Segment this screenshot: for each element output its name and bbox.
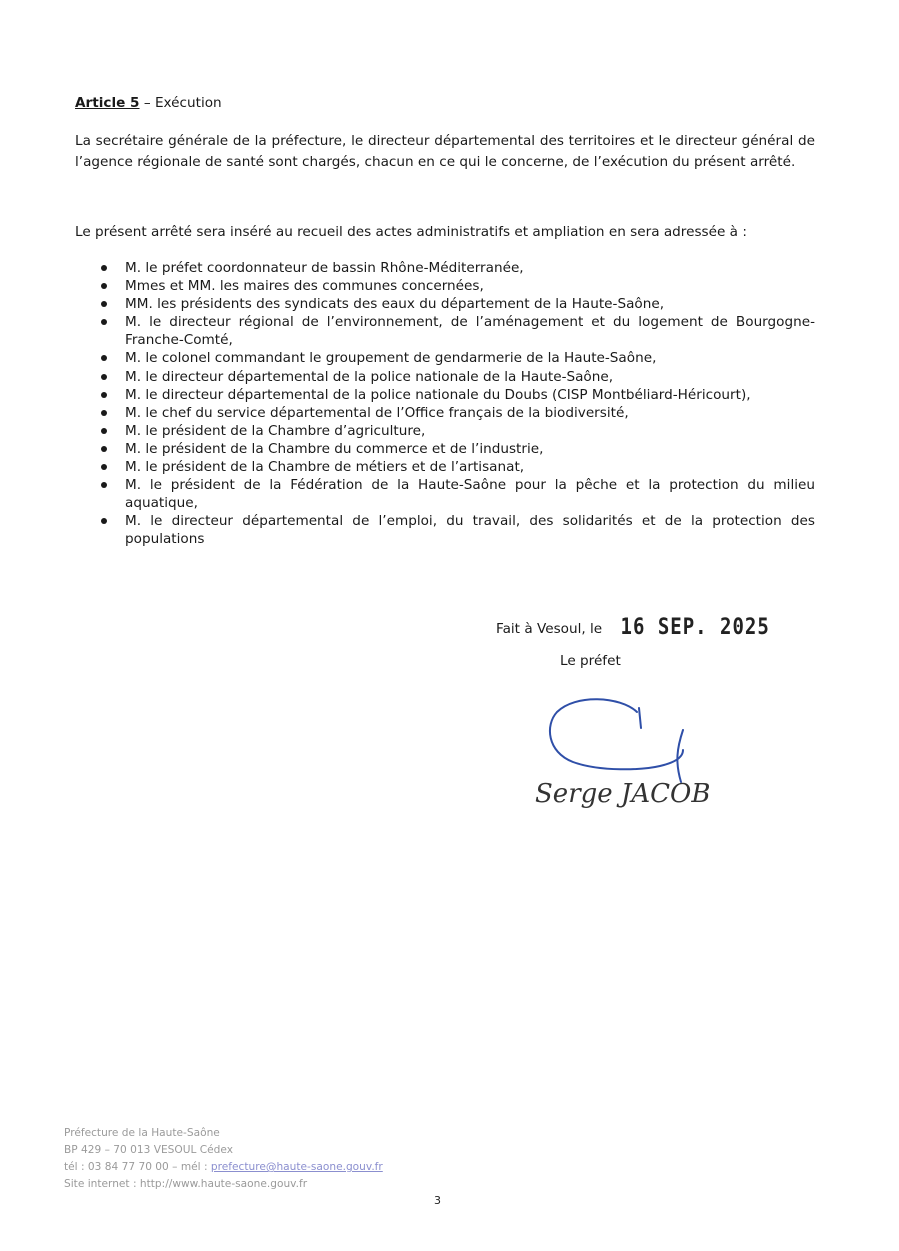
article-heading xyxy=(75,95,222,111)
bullet-icon xyxy=(101,265,107,271)
recipient-item xyxy=(75,440,815,458)
recipient-item xyxy=(75,349,815,367)
recipient-item xyxy=(75,295,815,313)
recipient-list xyxy=(75,259,815,549)
recipient-text: M. le directeur départemental de l’emploi, du travail, des solidarités et de la protection des populations xyxy=(125,513,815,548)
bullet-icon xyxy=(101,355,107,361)
footer-line-address: BP 429 – 70 013 VESOUL Cédex xyxy=(64,1144,233,1156)
bullet-icon xyxy=(101,301,107,307)
recipient-item xyxy=(75,422,815,440)
article-separator: – xyxy=(139,95,155,111)
bullet-icon xyxy=(101,319,107,325)
recipient-item xyxy=(75,512,815,548)
recipient-item xyxy=(75,277,815,295)
bullet-icon xyxy=(101,392,107,398)
recipient-item xyxy=(75,476,815,512)
recipient-text: M. le président de la Chambre de métiers et de l’artisanat, xyxy=(125,459,525,476)
footer-line-prefecture: Préfecture de la Haute-Saône xyxy=(64,1127,220,1139)
bullet-icon xyxy=(101,428,107,434)
page-number: 3 xyxy=(434,1194,441,1207)
recipient-text: M. le directeur départemental de la police nationale du Doubs (CISP Montbéliard-Héricourt), xyxy=(125,386,751,403)
bullet-icon xyxy=(101,446,107,452)
signature-name: Serge JACOB xyxy=(535,779,711,809)
recipient-text: M. le préfet coordonnateur de bassin Rhône-Méditerranée, xyxy=(125,260,524,276)
article-title: Exécution xyxy=(154,95,222,111)
publication-paragraph: Le présent arrêté sera inséré au recueil des actes administratifs et ampliation en sera adressée à : xyxy=(75,224,747,240)
recipient-text: M. le président de la Fédération de la Haute-Saône pour la pêche et la protection du milieu aquatique, xyxy=(125,477,815,512)
recipient-text: M. le directeur régional de l’environnement, de l’aménagement et du logement de Bourgogne-Franche-Comté, xyxy=(125,314,815,349)
handwritten-signature xyxy=(525,690,725,825)
date-stamp: 16 SEP. 2025 xyxy=(620,614,770,640)
execution-paragraph: La secrétaire générale de la préfecture, le directeur départemental des territoires et le directeur général de l’agence régionale de santé sont chargés, chacun en ce qui le concerne, de l’exécution du présent arrêté. xyxy=(75,133,815,170)
recipient-text: Mmes et MM. les maires des communes concernées, xyxy=(125,278,484,295)
recipient-item xyxy=(75,368,815,386)
recipient-item xyxy=(75,458,815,476)
footer-email-link[interactable]: prefecture@haute-saone.gouv.fr xyxy=(210,1161,383,1173)
bullet-icon xyxy=(101,518,107,524)
signing-place: Fait à Vesoul, le xyxy=(496,621,603,637)
bullet-icon xyxy=(101,283,107,289)
signature-hook-stroke xyxy=(639,708,683,782)
article-number: Article 5 xyxy=(75,95,140,111)
footer-line-website[interactable]: Site internet : http://www.haute-saone.gouv.fr xyxy=(64,1178,308,1190)
recipient-text: M. le colonel commandant le groupement de gendarmerie de la Haute-Saône, xyxy=(125,350,657,367)
footer-tel: tél : 03 84 77 70 00 – mél : xyxy=(64,1161,211,1173)
signature-loop-stroke xyxy=(550,699,683,769)
footer-line-contact xyxy=(64,1159,383,1176)
footer-address xyxy=(64,1125,383,1193)
recipient-text: M. le président de la Chambre d’agriculture, xyxy=(125,422,426,439)
recipient-text: M. le directeur départemental de la police nationale de la Haute-Saône, xyxy=(125,368,614,385)
bullet-icon xyxy=(101,464,107,470)
recipient-item xyxy=(75,404,815,422)
recipient-item xyxy=(75,386,815,404)
bullet-icon xyxy=(101,482,107,488)
bullet-icon xyxy=(101,410,107,416)
bullet-icon xyxy=(101,374,107,380)
signing-date xyxy=(496,616,770,638)
recipient-item xyxy=(75,313,815,349)
recipient-text: M. le président de la Chambre du commerce et de l’industrie, xyxy=(125,440,544,457)
recipient-item xyxy=(75,259,815,277)
recipient-text: M. le chef du service départemental de l’Office français de la biodiversité, xyxy=(125,404,629,421)
recipient-text: MM. les présidents des syndicats des eaux du département de la Haute-Saône, xyxy=(125,296,665,313)
signatory-title: Le préfet xyxy=(560,653,621,669)
